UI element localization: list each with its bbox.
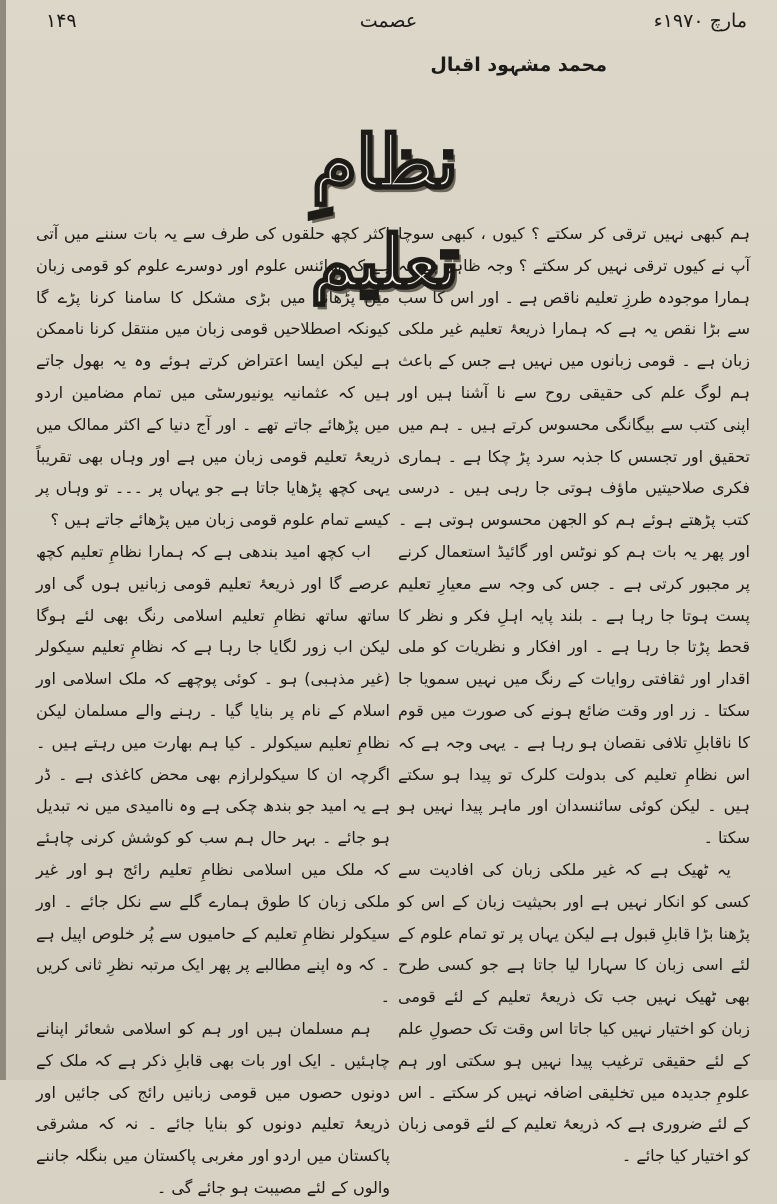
page-number: ۱۴۹	[46, 10, 77, 32]
paragraph: یہ ٹھیک ہے کہ غیر ملکی زبان کی افادیت سے کسی کو انکار نہیں ہے اور بحیثیت زبان کے اس کو پڑھنا بڑا قابلِ قبول ہے لیکن یہاں پر تو تمام علوم کے لئے اسی زبان کا سہارا لیا جاتا ہے جو کسی طرح بھی ٹھیک نہیں جب تک ذریعۂ تعلیم کے لئے قومی زبان کو اختیار نہیں کیا جاتا اس وقت تک حصولِ علم کے لئے حقیقی ترغیب پیدا نہیں ہو سکتی اور ہم علومِ جدیدہ میں تخلیقی اضافہ نہیں کر سکتے ۔ اس کے لئے ضروری ہے کہ ذریعۂ تعلیم کے لئے قومی زبان کو اختیار کیا جائے ۔	[398, 859, 750, 1166]
issue-date: مارچ ۱۹۷۰ء	[653, 10, 747, 32]
running-header	[0, 8, 777, 42]
column-gutter	[394, 230, 395, 970]
paragraph: اب کچھ امید بندھی ہے کہ ہمارا نظامِ تعلیم کچھ عرصے گا اور ذریعۂ تعلیم قومی زبانیں ہوں گی اور ساتھ ساتھ نظامِ تعلیم اسلامی رنگ بھی لئے ہوگا لیکن اب زور لگایا جا رہا ہے کہ نظامِ تعلیم سیکولر (غیر مذہبی) ہو ۔ کوئی پوچھے کہ ملک اسلامی اور اسلام کے نام پر بنایا گیا ۔ رہنے والے مسلمان لیکن نظامِ تعلیم سیکولر ۔ کیا ہم بھارت میں رہتے ہیں ۔ اگرچہ ان کا سیکولرازم بھی محض کاغذی ہے ۔ ڈر ہے یہ امید جو بندھ چکی ہے وہ ناامیدی میں نہ تبدیل ہو جائے ۔ بہر حال ہم سب کو کوشش کرنی چاہئے کہ ملک میں اسلامی نظامِ تعلیم رائج ہو اور غیر ملکی زبان کا طوق ہمارے گلے سے نکل جائے ۔ اور سیکولر نظامِ تعلیم کے حامیوں سے پُر خلوص اپیل ہے ۔ کہ وہ اپنے مطالبے پر پھر ایک مرتبہ نظرِ ثانی کریں ۔	[36, 541, 390, 1007]
paragraph: ہم کبھی نہیں ترقی کر سکتے ؟ کیوں ، کبھی سوچا آپ نے کیوں ترقی نہیں کر سکتے ؟ وجہ ظاہر ہے کہ ہمارا موجودہ طرزِ تعلیم ناقص ہے ۔ اور اس کا سب سے بڑا نقص یہ ہے کہ ہمارا ذریعۂ تعلیم غیر ملکی زبان ہے ۔ قومی زبانوں میں نہیں ہے جس کے باعث ہم لوگ علم کی حقیقی روح سے نا آشنا ہیں اور اپنی کتب سے بیگانگی محسوس کرتے ہیں ۔ ہم میں تحقیق اور تجسس کا جذبہ سرد پڑ چکا ہے ۔ ہماری فکری صلاحیتیں ماؤف ہوتی جا رہی ہیں ۔ درسی کتب پڑھتے ہوئے ہم کو الجھن محسوس ہوتی ہے ۔ اور پھر یہ بات ہم کو نوٹس اور گائیڈ استعمال کرنے پر مجبور کرتی ہے ۔ جس کی وجہ سے معیارِ تعلیم پست ہوتا جا رہا ہے ۔ بلند پایہ اہلِ فکر و نظر کا قحط پڑتا جا رہا ہے ۔ اور افکار و نظریات کو ملی اقدار اور ثقافتی روایات کے رنگ میں نہیں سمویا جا سکتا ۔ زر اور وقت ضائع ہونے کی صورت میں قوم کا ناقابلِ تلافی نقصان ہو رہا ہے ۔ یہی وجہ ہے کہ اس نظامِ تعلیم کی بدولت کلرک تو پیدا ہو سکتے ہیں ۔ لیکن کوئی سائنسدان اور ماہر پیدا نہیں ہو سکتا ۔	[398, 224, 750, 848]
article-author: محمد مشہود اقبال	[430, 54, 607, 76]
magazine-name: عصمت	[359, 10, 418, 32]
article-title: نظامِ تعلیم	[310, 119, 460, 304]
left-column	[36, 218, 391, 1197]
article-title-block	[230, 112, 540, 304]
paragraph: اکثر کچھ حلقوں کی طرف سے یہ بات سننے میں آتی ہے کہ سائنس علوم اور دوسرے علوم کو قومی زبان میں پڑھانے میں بڑی مشکل کا سامنا کرنا پڑے گا کیونکہ اصطلاحیں قومی زبان میں منتقل کرنا ناممکن ہے لیکن ایسا اعتراض کرتے ہوئے وہ یہ بھول جاتے ہیں کہ عثمانیہ یونیورسٹی میں تمام مضامین اردو میں پڑھائے جاتے تھے ۔ اور آج دنیا کے اکثر ممالک میں ذریعۂ تعلیم قومی زبان میں ہے اور وہاں بھی تقریباً یہی کچھ پڑھایا جاتا ہے جو یہاں پر ۔۔۔ تو وہاں پر کیسے تمام علوم قومی زبان میں پڑھائے جاتے ہیں ؟	[36, 224, 391, 530]
page-binding-edge	[0, 0, 6, 1080]
paragraph: ہم مسلمان ہیں اور ہم کو اسلامی شعائر اپنانے چاہئیں ۔ ایک اور بات بھی قابلِ ذکر ہے کہ ملک کے دونوں حصوں میں قومی زبانیں رائج کی جائیں اور ذریعۂ تعلیم دونوں کو بنایا جائے ۔ نہ کہ مشرقی پاکستان میں اردو اور مغربی پاکستان میں بنگلہ جاننے والوں کے لئے مصیبت ہو جائے گی ۔	[36, 1018, 390, 1197]
right-column	[398, 218, 750, 1166]
